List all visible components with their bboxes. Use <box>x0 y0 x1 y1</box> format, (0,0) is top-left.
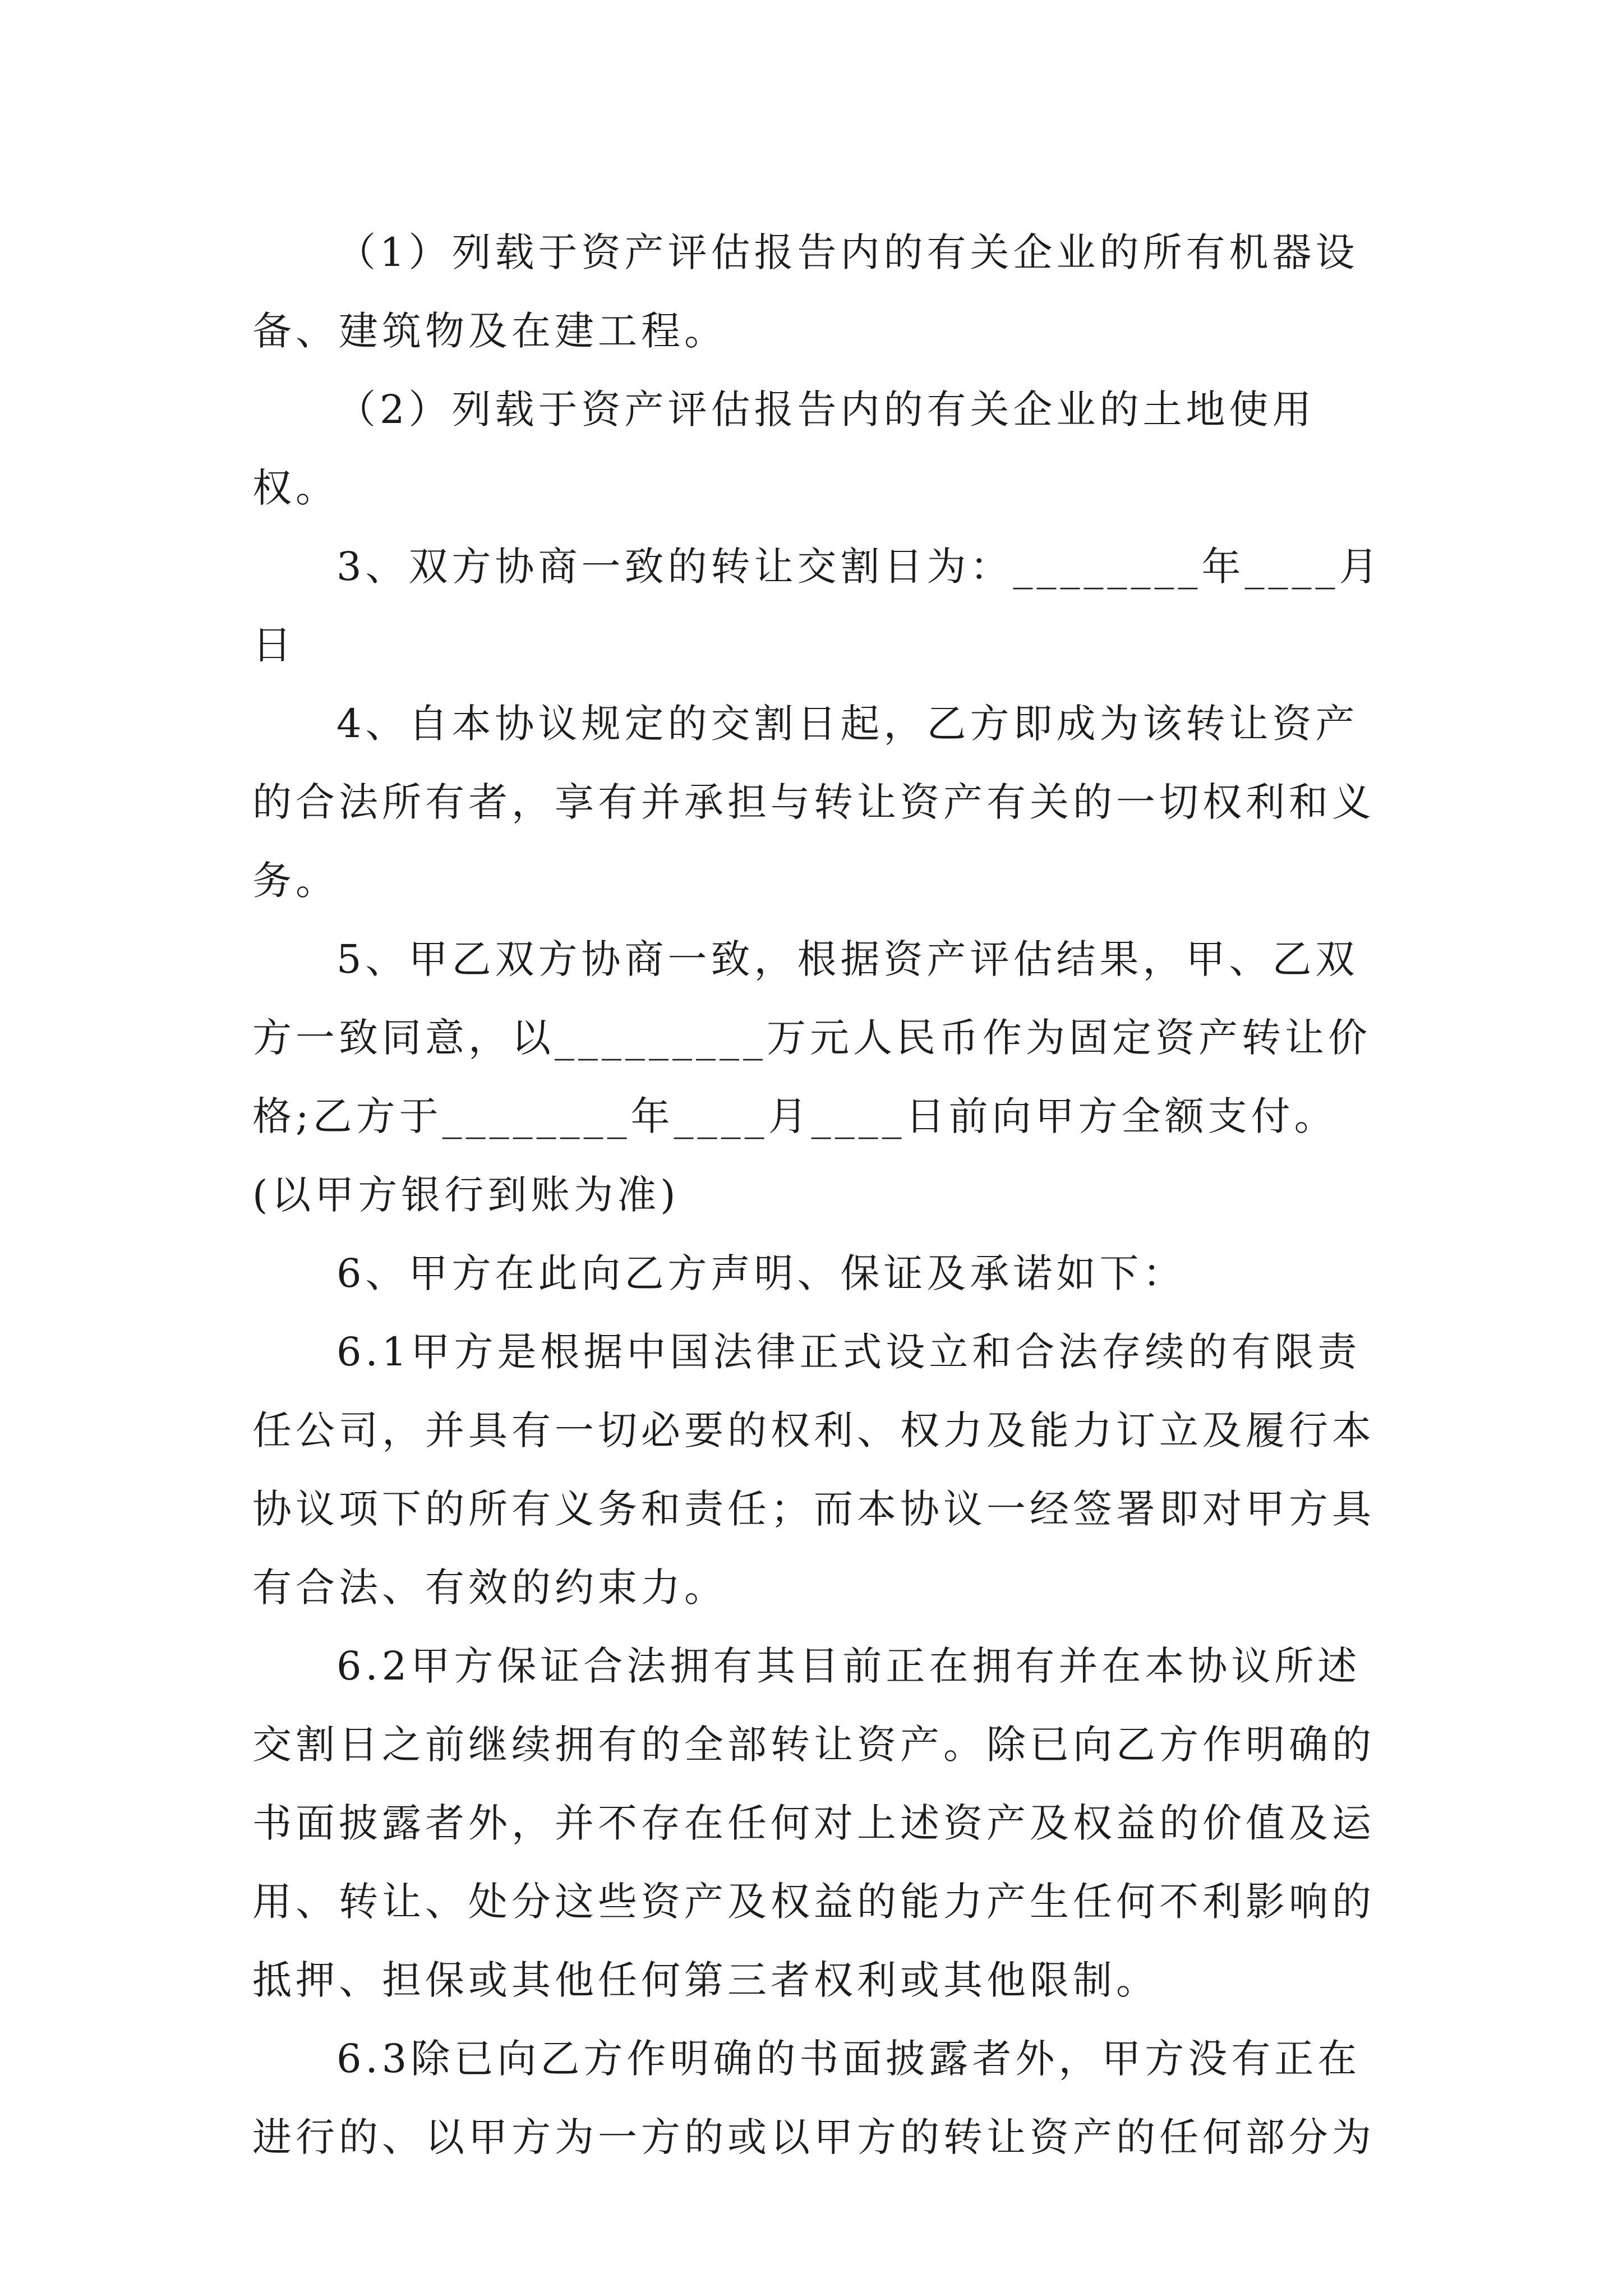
paragraph-2: （2）列载于资产评估报告内的有关企业的土地使用权。 <box>252 386 1316 511</box>
document-body <box>252 213 1385 2177</box>
paragraph-6-2: 6.2甲方保证合法拥有其目前正在拥有并在本协议所述交割日之前继续拥有的全部转让资产。除已向乙方作明确的书面披露者外，并不存在任何对上述资产及权益的价值及运用、转让、处分这些资产及权益的能力产生任何不利影响的抵押、担保或其他任何第三者权利或其他限制。 <box>252 1643 1375 2003</box>
paragraph-6-1: 6.1甲方是根据中国法律正式设立和合法存续的有限责任公司，并具有一切必要的权利、权力及能力订立及履行本协议项下的所有义务和责任；而本协议一经签署即对甲方具有合法、有效的约束力。 <box>252 1329 1375 1611</box>
paragraph-3: 3、双方协商一致的转让交割日为：________年____月日 <box>252 544 1382 668</box>
paragraph-5: 5、甲乙双方协商一致，根据资产评估结果，甲、乙双方一致同意，以_________万元人民币作为固定资产转让价格;乙方于________年____月____日前向甲方全额支付。(以甲方银行到账为准) <box>252 936 1371 1218</box>
paragraph-1: （1）列载于资产评估报告内的有关企业的所有机器设备、建筑物及在建工程。 <box>252 229 1359 354</box>
paragraph-6: 6、甲方在此向乙方声明、保证及承诺如下： <box>336 1250 1186 1296</box>
paragraph-4: 4、自本协议规定的交割日起，乙方即成为该转让资产的合法所有者，享有并承担与转让资产有关的一切权利和义务。 <box>252 701 1375 904</box>
paragraph-6-3: 6.3除已向乙方作明确的书面披露者外，甲方没有正在进行的、以甲方为一方的或以甲方的转让资产的任何部分为 <box>252 2036 1375 2160</box>
